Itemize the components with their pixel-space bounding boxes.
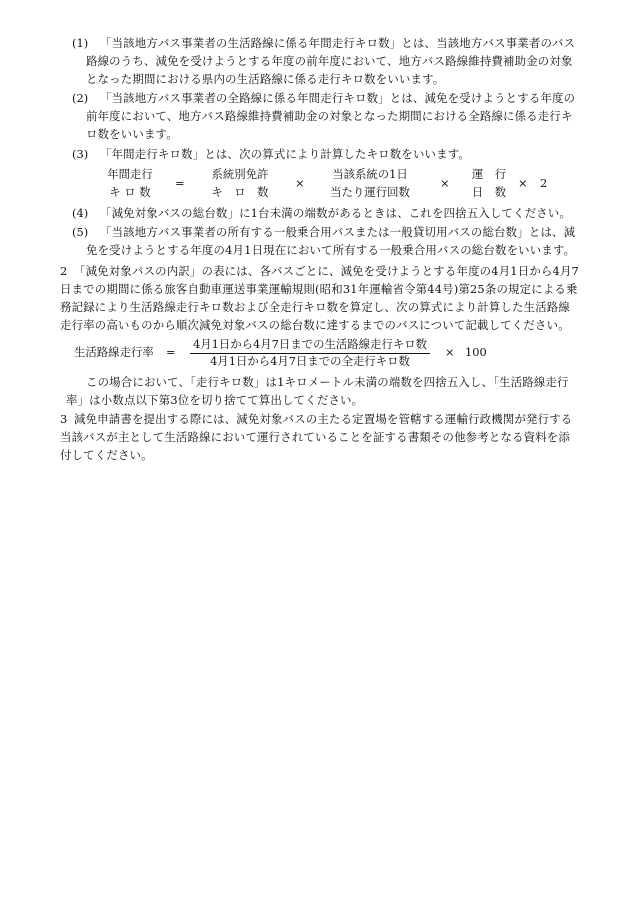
section-3-number: 3: [60, 412, 68, 426]
formula1-times-1: ×: [295, 176, 305, 190]
section-2-note-line-2: 率」は小数点以下第3位を切り捨てて算出してください。: [66, 393, 364, 407]
section-3-line-1: 減免申請書を提出する際には、減免対象バスの主たる定置場を管轄する運輸行政機関が発行する: [74, 412, 573, 426]
formula2-numerator: 4月1日から4月7日までの生活路線走行キロ数: [192, 337, 428, 351]
section-3-line-2: 当該バスが主として生活路線において運行されていることを証する書類その他参考となる資料を添: [60, 430, 570, 444]
item-3-line: 「年間走行キロ数」とは、次の算式により計算したキロ数をいいます。: [100, 147, 470, 161]
formula1-term1-top: 系統別免許: [211, 167, 269, 181]
item-5-line-1: 「当該地方バス事業者の所有する一般乗合用バスまたは一般貸切用バスの総台数」とは、減: [100, 225, 576, 239]
formula1-factor: 2: [540, 176, 548, 190]
formula1-lhs-bottom: キ ロ 数: [109, 185, 151, 199]
item-1-number: (1): [72, 36, 89, 50]
formula1-term1-bottom: キ ロ 数: [211, 185, 269, 199]
formula2-times: ×: [445, 345, 455, 359]
formula1-times-2: ×: [440, 176, 450, 190]
formula1-term2-bottom: 当たり運行回数: [330, 185, 410, 199]
formula1-term3-top: 運 行: [471, 167, 507, 181]
formula1-term2-top: 当該系統の1日: [332, 167, 408, 181]
section-2-line-1: 「減免対象バスの内訳」の表には、各バスごとに、減免を受けようとする年度の4月1日から4月7: [74, 264, 580, 278]
item-4-line: 「減免対象バスの総台数」に1台未満の端数があるときは、これを四捨五入してください。: [100, 206, 572, 220]
formula1-times-3: ×: [518, 176, 528, 190]
section-2-line-2: 日までの期間に係る旅客自動車運送事業運輸規則(昭和31年運輸省令第44号)第25条の規定による乗: [60, 282, 578, 296]
formula2-factor: 100: [465, 345, 487, 359]
item-2-number: (2): [72, 91, 89, 105]
formula2-label: 生活路線走行率: [74, 345, 154, 359]
item-2-line-1: 「当該地方バス事業者の全路線に係る年間走行キロ数」とは、減免を受けようとする年度の: [100, 91, 576, 105]
formula2-equals: =: [166, 345, 176, 359]
item-2-line-2: 前年度において、地方バス路線維持費補助金の対象となった期間における全路線に係る走行キ: [86, 109, 573, 123]
item-1-line-1: 「当該地方バス事業者の生活路線に係る年間走行キロ数」とは、当該地方バス事業者のバス: [100, 36, 576, 50]
item-2-line-3: ロ数をいいます。: [86, 127, 178, 141]
item-5-line-2: 免を受けようとする年度の4月1日現在において所有する一般乗合用バスの総台数をいいます。: [86, 243, 576, 257]
section-2-line-4: 走行率の高いものから順次減免対象バスの総台数に達するまでのバスについて記載してください。: [60, 318, 570, 332]
formula1-equals: =: [175, 176, 185, 190]
formula1-lhs-top: 年間走行: [107, 167, 153, 181]
item-1-line-2: 路線のうち、減免を受けようとする年度の前年度において、地方バス路線維持費補助金の対象: [86, 54, 573, 68]
section-3-line-3: 付してください。: [60, 448, 153, 462]
section-2-note-line-1: この場合において、「走行キロ数」は1キロメートル未満の端数を四捨五入し、「生活路線走行: [86, 375, 569, 389]
section-2-line-3: 務記録により生活路線走行キロ数および全走行キロ数を算定し、次の算式により計算した生活路線: [60, 300, 570, 314]
item-1-line-3: となった期間における県内の生活路線に係る走行キロ数をいいます。: [86, 72, 445, 86]
formula2-denominator: 4月1日から4月7日までの全走行キロ数: [210, 354, 410, 368]
item-3-number: (3): [72, 147, 89, 161]
item-5-number: (5): [72, 225, 89, 239]
item-4-number: (4): [72, 206, 89, 220]
formula1-term3-bottom: 日 数: [471, 185, 507, 199]
section-2-number: 2: [60, 264, 68, 278]
